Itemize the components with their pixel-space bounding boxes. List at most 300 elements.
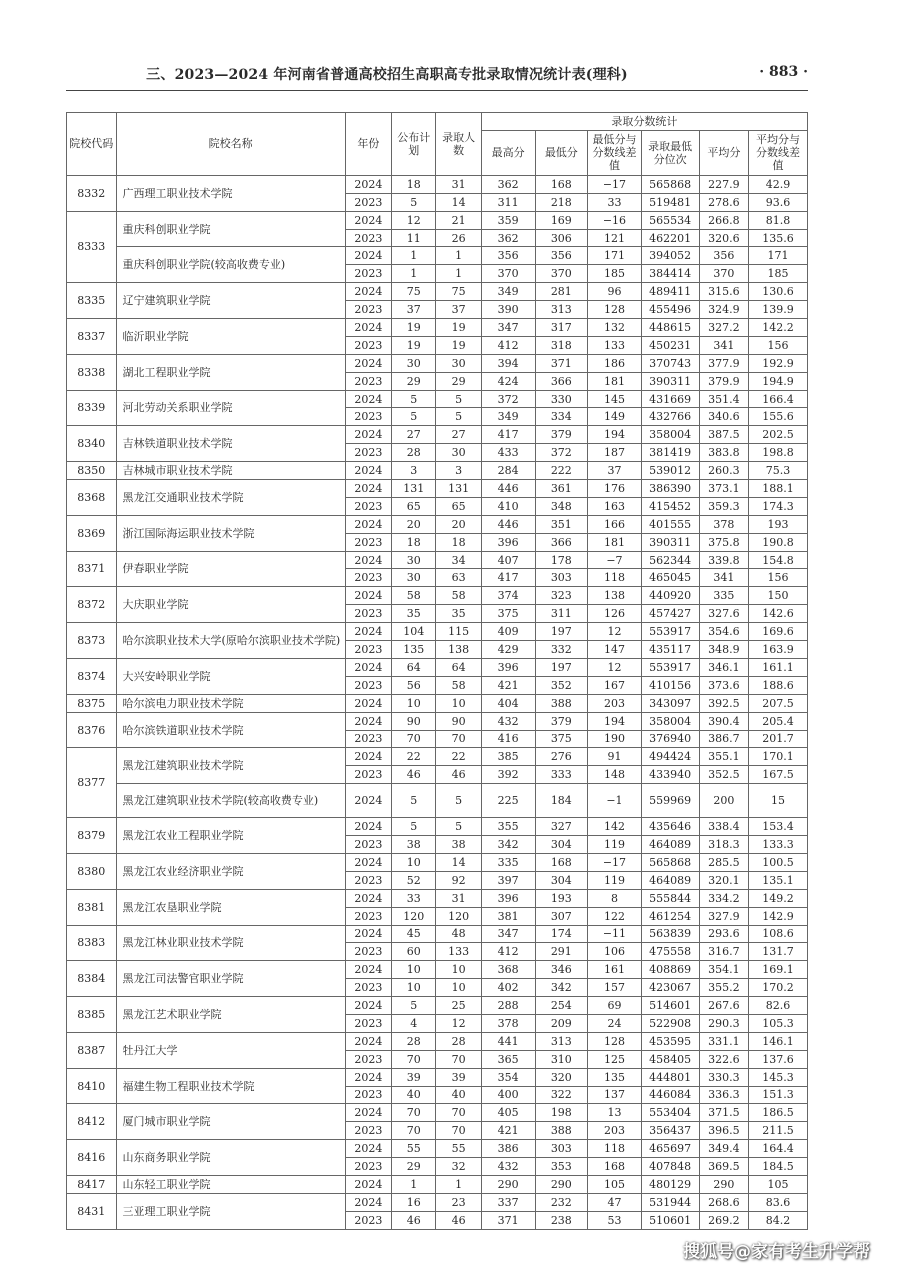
cell-min-diff: 119	[588, 871, 642, 889]
cell-max-score: 421	[481, 676, 535, 694]
cell-admitted: 5	[436, 390, 481, 408]
cell-year: 2024	[345, 784, 391, 818]
cell-admitted: 64	[436, 658, 481, 676]
table-row	[67, 748, 808, 766]
cell-admitted: 1	[436, 265, 481, 283]
cell-plan: 65	[392, 497, 436, 515]
cell-plan: 39	[392, 1068, 436, 1086]
cell-plan: 60	[392, 943, 436, 961]
cell-plan: 18	[392, 533, 436, 551]
cell-admitted: 120	[436, 907, 481, 925]
table-row	[67, 694, 808, 712]
cell-max-score: 378	[481, 1014, 535, 1032]
cell-avg-diff: 188.1	[749, 480, 808, 498]
cell-min-diff: 133	[588, 336, 642, 354]
school-name: 哈尔滨职业技术大学(原哈尔滨职业技术学院)	[116, 623, 345, 659]
cell-min-diff: −17	[588, 175, 642, 193]
table-row	[67, 1140, 808, 1158]
cell-min-diff: 105	[588, 1175, 642, 1193]
table-row	[67, 1193, 808, 1211]
cell-plan: 28	[392, 1032, 436, 1050]
cell-plan: 55	[392, 1140, 436, 1158]
cell-max-score: 349	[481, 283, 535, 301]
cell-plan: 19	[392, 319, 436, 337]
cell-min-rank: 475558	[641, 943, 699, 961]
cell-min-score: 388	[535, 1122, 588, 1140]
school-code: 8417	[67, 1175, 117, 1193]
cell-avg-diff: 190.8	[749, 533, 808, 551]
cell-min-rank: 401555	[641, 515, 699, 533]
school-code: 8369	[67, 515, 117, 551]
cell-min-diff: 37	[588, 462, 642, 480]
school-name: 哈尔滨铁道职业技术学院	[116, 712, 345, 748]
cell-max-score: 335	[481, 853, 535, 871]
cell-avg-diff: 15	[749, 784, 808, 818]
cell-admitted: 58	[436, 676, 481, 694]
cell-year: 2023	[345, 676, 391, 694]
cell-min-rank: 565868	[641, 175, 699, 193]
cell-avg-score: 335	[699, 587, 749, 605]
cell-plan: 10	[392, 979, 436, 997]
cell-max-score: 396	[481, 533, 535, 551]
school-name: 广西理工职业技术学院	[116, 175, 345, 211]
school-code: 8416	[67, 1140, 117, 1176]
cell-avg-diff: 169.1	[749, 961, 808, 979]
cell-plan: 70	[392, 1104, 436, 1122]
school-name: 黑龙江农业经济职业学院	[116, 853, 345, 889]
school-code: 8333	[67, 211, 117, 283]
table-row	[67, 1104, 808, 1122]
cell-min-rank: 440920	[641, 587, 699, 605]
cell-year: 2023	[345, 1211, 391, 1229]
cell-year: 2024	[345, 889, 391, 907]
school-code: 8332	[67, 175, 117, 211]
cell-min-diff: 8	[588, 889, 642, 907]
cell-avg-diff: 186.5	[749, 1104, 808, 1122]
cell-year: 2024	[345, 623, 391, 641]
cell-min-rank: 563839	[641, 925, 699, 943]
cell-min-rank: 431669	[641, 390, 699, 408]
page-header	[66, 60, 808, 88]
cell-avg-diff: 201.7	[749, 730, 808, 748]
cell-max-score: 385	[481, 748, 535, 766]
cell-min-rank: 432766	[641, 408, 699, 426]
cell-min-score: 310	[535, 1050, 588, 1068]
cell-min-diff: 142	[588, 818, 642, 836]
cell-min-diff: 121	[588, 229, 642, 247]
cell-avg-diff: 163.9	[749, 641, 808, 659]
school-code: 8371	[67, 551, 117, 587]
header-min-rank: 录取最低分位次	[641, 130, 699, 175]
cell-max-score: 371	[481, 1211, 535, 1229]
cell-avg-diff: 169.6	[749, 623, 808, 641]
cell-max-score: 368	[481, 961, 535, 979]
cell-year: 2024	[345, 712, 391, 730]
cell-min-rank: 384414	[641, 265, 699, 283]
cell-min-rank: 390311	[641, 372, 699, 390]
cell-max-score: 416	[481, 730, 535, 748]
cell-min-rank: 394052	[641, 247, 699, 265]
cell-min-score: 311	[535, 605, 588, 623]
cell-plan: 45	[392, 925, 436, 943]
cell-avg-score: 327.6	[699, 605, 749, 623]
school-code: 8350	[67, 462, 117, 480]
school-name: 山东轻工职业学院	[116, 1175, 345, 1193]
school-code: 8410	[67, 1068, 117, 1104]
cell-avg-score: 339.8	[699, 551, 749, 569]
school-name: 黑龙江农垦职业学院	[116, 889, 345, 925]
cell-avg-score: 373.6	[699, 676, 749, 694]
cell-avg-score: 359.3	[699, 497, 749, 515]
school-code: 8376	[67, 712, 117, 748]
cell-year: 2024	[345, 1140, 391, 1158]
cell-min-rank: 539012	[641, 462, 699, 480]
cell-max-score: 311	[481, 193, 535, 211]
cell-avg-diff: 207.5	[749, 694, 808, 712]
cell-min-score: 198	[535, 1104, 588, 1122]
cell-max-score: 362	[481, 175, 535, 193]
cell-avg-diff: 142.6	[749, 605, 808, 623]
cell-year: 2024	[345, 426, 391, 444]
cell-min-score: 370	[535, 265, 588, 283]
cell-year: 2023	[345, 229, 391, 247]
cell-avg-score: 320.6	[699, 229, 749, 247]
cell-avg-score: 324.9	[699, 301, 749, 319]
cell-admitted: 10	[436, 694, 481, 712]
cell-avg-diff: 156	[749, 336, 808, 354]
cell-min-rank: 386390	[641, 480, 699, 498]
cell-min-diff: 185	[588, 265, 642, 283]
school-name: 黑龙江农业工程职业学院	[116, 818, 345, 854]
cell-min-diff: 24	[588, 1014, 642, 1032]
cell-admitted: 58	[436, 587, 481, 605]
cell-max-score: 409	[481, 623, 535, 641]
cell-admitted: 55	[436, 1140, 481, 1158]
cell-avg-diff: 93.6	[749, 193, 808, 211]
cell-year: 2023	[345, 836, 391, 854]
cell-year: 2023	[345, 265, 391, 283]
cell-max-score: 365	[481, 1050, 535, 1068]
cell-min-diff: 69	[588, 997, 642, 1015]
cell-avg-score: 354.1	[699, 961, 749, 979]
cell-min-rank: 435646	[641, 818, 699, 836]
school-name: 吉林铁道职业技术学院	[116, 426, 345, 462]
header-name: 院校名称	[116, 113, 345, 176]
cell-avg-diff: 150	[749, 587, 808, 605]
cell-min-score: 379	[535, 426, 588, 444]
cell-max-score: 446	[481, 480, 535, 498]
cell-min-score: 318	[535, 336, 588, 354]
cell-plan: 120	[392, 907, 436, 925]
cell-max-score: 407	[481, 551, 535, 569]
cell-avg-score: 390.4	[699, 712, 749, 730]
cell-max-score: 424	[481, 372, 535, 390]
cell-avg-diff: 82.6	[749, 997, 808, 1015]
cell-avg-diff: 105	[749, 1175, 808, 1193]
cell-admitted: 25	[436, 997, 481, 1015]
cell-max-score: 355	[481, 818, 535, 836]
cell-min-rank: 381419	[641, 444, 699, 462]
cell-avg-diff: 130.6	[749, 283, 808, 301]
cell-plan: 70	[392, 1050, 436, 1068]
cell-avg-diff: 184.5	[749, 1158, 808, 1176]
cell-admitted: 63	[436, 569, 481, 587]
cell-avg-diff: 84.2	[749, 1211, 808, 1229]
cell-avg-diff: 174.3	[749, 497, 808, 515]
cell-admitted: 37	[436, 301, 481, 319]
cell-min-score: 238	[535, 1211, 588, 1229]
cell-plan: 22	[392, 748, 436, 766]
cell-plan: 90	[392, 712, 436, 730]
cell-min-rank: 358004	[641, 426, 699, 444]
cell-plan: 35	[392, 605, 436, 623]
school-code: 8335	[67, 283, 117, 319]
table-row	[67, 889, 808, 907]
school-name: 大兴安岭职业学院	[116, 658, 345, 694]
cell-avg-score: 227.9	[699, 175, 749, 193]
cell-admitted: 39	[436, 1068, 481, 1086]
cell-plan: 5	[392, 997, 436, 1015]
cell-min-rank: 565534	[641, 211, 699, 229]
school-name: 临沂职业学院	[116, 319, 345, 355]
table-row	[67, 319, 808, 337]
cell-year: 2023	[345, 533, 391, 551]
cell-min-diff: 119	[588, 836, 642, 854]
cell-plan: 38	[392, 836, 436, 854]
cell-max-score: 400	[481, 1086, 535, 1104]
cell-max-score: 394	[481, 354, 535, 372]
cell-admitted: 35	[436, 605, 481, 623]
cell-avg-diff: 131.7	[749, 943, 808, 961]
cell-min-score: 322	[535, 1086, 588, 1104]
cell-min-score: 317	[535, 319, 588, 337]
cell-max-score: 429	[481, 641, 535, 659]
cell-min-rank: 465045	[641, 569, 699, 587]
cell-max-score: 342	[481, 836, 535, 854]
cell-min-rank: 465697	[641, 1140, 699, 1158]
cell-min-score: 342	[535, 979, 588, 997]
cell-avg-diff: 133.3	[749, 836, 808, 854]
cell-plan: 16	[392, 1193, 436, 1211]
cell-min-score: 184	[535, 784, 588, 818]
cell-min-score: 303	[535, 569, 588, 587]
cell-min-diff: 157	[588, 979, 642, 997]
cell-avg-diff: 42.9	[749, 175, 808, 193]
cell-avg-score: 327.9	[699, 907, 749, 925]
cell-min-rank: 356437	[641, 1122, 699, 1140]
school-name: 河北劳动关系职业学院	[116, 390, 345, 426]
cell-min-rank: 462201	[641, 229, 699, 247]
cell-year: 2024	[345, 211, 391, 229]
cell-plan: 46	[392, 766, 436, 784]
cell-year: 2024	[345, 997, 391, 1015]
cell-avg-score: 373.1	[699, 480, 749, 498]
school-name: 黑龙江交通职业技术学院	[116, 480, 345, 516]
cell-max-score: 354	[481, 1068, 535, 1086]
cell-min-rank: 457427	[641, 605, 699, 623]
cell-min-score: 178	[535, 551, 588, 569]
cell-max-score: 370	[481, 265, 535, 283]
cell-admitted: 27	[436, 426, 481, 444]
cell-min-score: 303	[535, 1140, 588, 1158]
cell-max-score: 432	[481, 1158, 535, 1176]
cell-avg-score: 320.1	[699, 871, 749, 889]
cell-min-rank: 444801	[641, 1068, 699, 1086]
cell-avg-diff: 198.8	[749, 444, 808, 462]
cell-avg-diff: 211.5	[749, 1122, 808, 1140]
cell-max-score: 381	[481, 907, 535, 925]
cell-year: 2023	[345, 907, 391, 925]
cell-max-score: 390	[481, 301, 535, 319]
cell-min-diff: 132	[588, 319, 642, 337]
cell-min-diff: 138	[588, 587, 642, 605]
cell-avg-score: 386.7	[699, 730, 749, 748]
cell-avg-diff: 155.6	[749, 408, 808, 426]
cell-min-rank: 565868	[641, 853, 699, 871]
school-name: 重庆科创职业学院(较高收费专业)	[116, 247, 345, 283]
cell-min-diff: 181	[588, 372, 642, 390]
table-row	[67, 283, 808, 301]
cell-min-diff: 149	[588, 408, 642, 426]
cell-plan: 10	[392, 961, 436, 979]
cell-admitted: 1	[436, 247, 481, 265]
cell-plan: 1	[392, 265, 436, 283]
cell-min-rank: 553404	[641, 1104, 699, 1122]
cell-min-score: 375	[535, 730, 588, 748]
cell-plan: 46	[392, 1211, 436, 1229]
school-name: 吉林城市职业技术学院	[116, 462, 345, 480]
cell-avg-diff: 108.6	[749, 925, 808, 943]
cell-min-rank: 410156	[641, 676, 699, 694]
cell-min-rank: 519481	[641, 193, 699, 211]
cell-avg-diff: 170.2	[749, 979, 808, 997]
cell-avg-score: 316.7	[699, 943, 749, 961]
school-code: 8339	[67, 390, 117, 426]
header-admitted: 录取人数	[436, 113, 481, 176]
cell-min-diff: 118	[588, 569, 642, 587]
cell-min-diff: 128	[588, 1032, 642, 1050]
cell-min-diff: 128	[588, 301, 642, 319]
cell-min-score: 323	[535, 587, 588, 605]
cell-min-rank: 562344	[641, 551, 699, 569]
cell-avg-score: 378	[699, 515, 749, 533]
cell-year: 2024	[345, 283, 391, 301]
cell-admitted: 12	[436, 1014, 481, 1032]
cell-plan: 18	[392, 175, 436, 193]
cell-year: 2024	[345, 1193, 391, 1211]
cell-admitted: 14	[436, 193, 481, 211]
cell-avg-score: 267.6	[699, 997, 749, 1015]
cell-avg-score: 315.6	[699, 283, 749, 301]
cell-min-score: 304	[535, 871, 588, 889]
cell-min-rank: 555844	[641, 889, 699, 907]
cell-plan: 27	[392, 426, 436, 444]
school-name: 黑龙江司法警官职业学院	[116, 961, 345, 997]
cell-plan: 70	[392, 1122, 436, 1140]
cell-avg-score: 278.6	[699, 193, 749, 211]
cell-avg-score: 375.8	[699, 533, 749, 551]
cell-admitted: 29	[436, 372, 481, 390]
cell-max-score: 417	[481, 569, 535, 587]
cell-min-score: 290	[535, 1175, 588, 1193]
cell-max-score: 347	[481, 925, 535, 943]
table-row	[67, 480, 808, 498]
cell-avg-diff: 205.4	[749, 712, 808, 730]
cell-admitted: 70	[436, 1104, 481, 1122]
cell-plan: 5	[392, 784, 436, 818]
cell-avg-score: 341	[699, 336, 749, 354]
cell-admitted: 5	[436, 784, 481, 818]
cell-avg-score: 293.6	[699, 925, 749, 943]
cell-min-score: 222	[535, 462, 588, 480]
cell-plan: 58	[392, 587, 436, 605]
cell-admitted: 28	[436, 1032, 481, 1050]
cell-avg-diff: 194.9	[749, 372, 808, 390]
cell-avg-score: 396.5	[699, 1122, 749, 1140]
school-name: 黑龙江林业职业技术学院	[116, 925, 345, 961]
school-code: 8381	[67, 889, 117, 925]
cell-avg-score: 383.8	[699, 444, 749, 462]
cell-max-score: 290	[481, 1175, 535, 1193]
cell-min-score: 366	[535, 533, 588, 551]
cell-min-diff: 194	[588, 426, 642, 444]
cell-year: 2023	[345, 1014, 391, 1032]
page-title: 三、2023—2024 年河南省普通高校招生高职高专批录取情况统计表(理科)	[146, 67, 628, 83]
cell-avg-score: 200	[699, 784, 749, 818]
cell-avg-score: 355.1	[699, 748, 749, 766]
cell-avg-diff: 135.1	[749, 871, 808, 889]
cell-year: 2023	[345, 1050, 391, 1068]
cell-admitted: 31	[436, 175, 481, 193]
school-name: 三亚理工职业学院	[116, 1193, 345, 1229]
cell-avg-score: 334.2	[699, 889, 749, 907]
cell-min-diff: 167	[588, 676, 642, 694]
cell-year: 2024	[345, 1175, 391, 1193]
cell-min-diff: 145	[588, 390, 642, 408]
table-row	[67, 1032, 808, 1050]
cell-min-diff: 203	[588, 694, 642, 712]
cell-avg-diff: 137.6	[749, 1050, 808, 1068]
cell-plan: 30	[392, 354, 436, 372]
cell-min-score: 218	[535, 193, 588, 211]
school-name: 黑龙江建筑职业技术学院	[116, 748, 345, 784]
cell-plan: 131	[392, 480, 436, 498]
cell-min-score: 353	[535, 1158, 588, 1176]
cell-avg-score: 327.2	[699, 319, 749, 337]
cell-min-rank: 390311	[641, 533, 699, 551]
cell-plan: 11	[392, 229, 436, 247]
cell-avg-score: 349.4	[699, 1140, 749, 1158]
cell-plan: 29	[392, 372, 436, 390]
cell-year: 2024	[345, 658, 391, 676]
cell-max-score: 386	[481, 1140, 535, 1158]
cell-max-score: 284	[481, 462, 535, 480]
school-code: 8368	[67, 480, 117, 516]
cell-min-score: 313	[535, 1032, 588, 1050]
cell-admitted: 5	[436, 408, 481, 426]
cell-min-diff: −7	[588, 551, 642, 569]
cell-plan: 75	[392, 283, 436, 301]
cell-year: 2023	[345, 372, 391, 390]
cell-plan: 5	[392, 390, 436, 408]
cell-min-score: 320	[535, 1068, 588, 1086]
cell-min-score: 351	[535, 515, 588, 533]
header-plan: 公布计划	[392, 113, 436, 176]
cell-admitted: 14	[436, 853, 481, 871]
cell-avg-score: 330.3	[699, 1068, 749, 1086]
cell-admitted: 46	[436, 1211, 481, 1229]
cell-year: 2024	[345, 694, 391, 712]
